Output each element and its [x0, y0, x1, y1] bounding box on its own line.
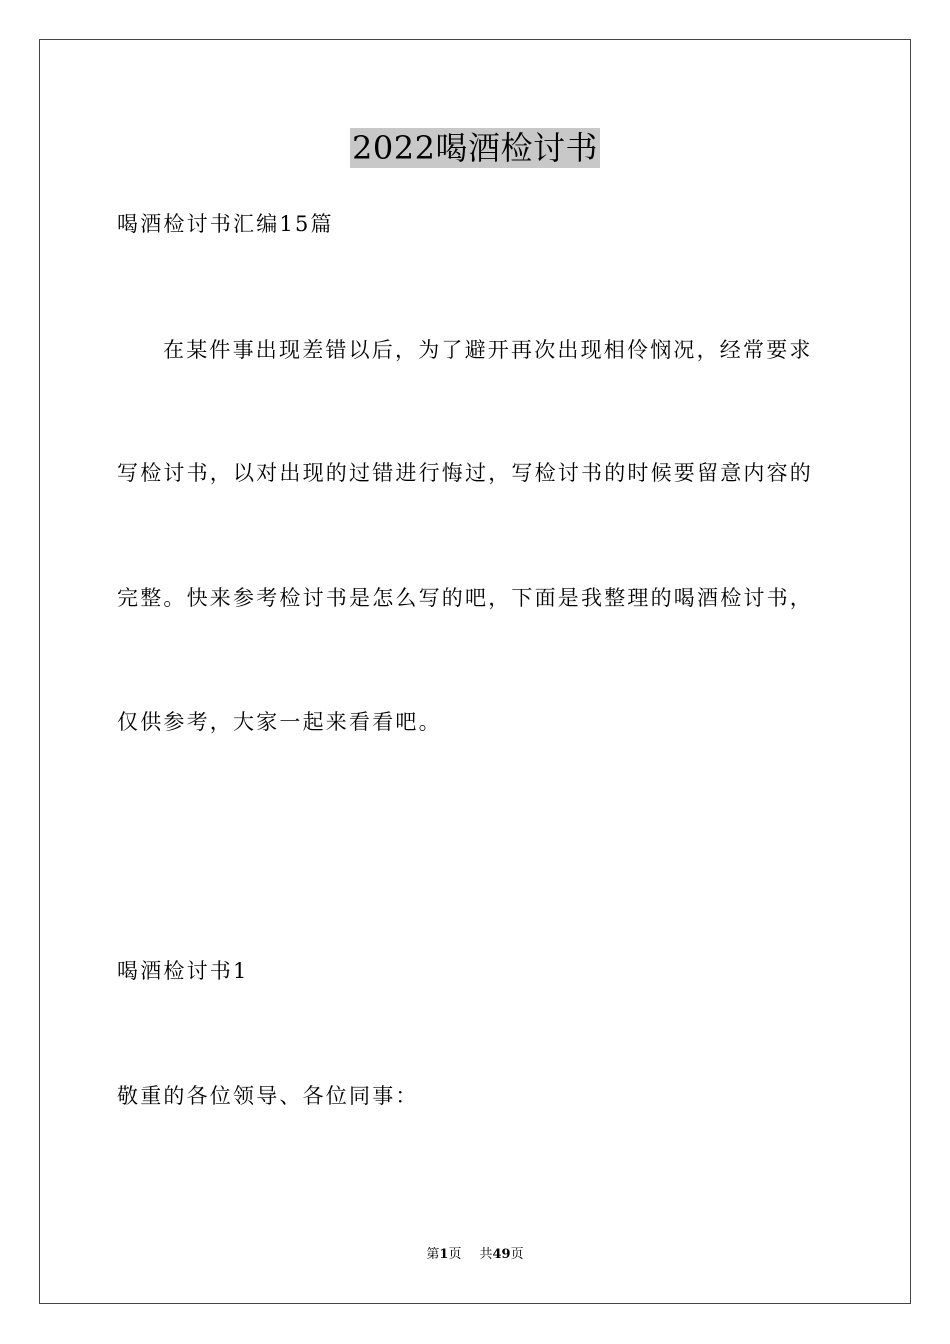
intro-line-3: 完整。快来参考检讨书是怎么写的吧，下面是我整理的喝酒检讨书，: [117, 586, 813, 610]
page-number: 1: [439, 1247, 449, 1262]
section-heading: 喝酒检讨书1: [117, 959, 249, 983]
total-suffix: 页: [510, 1247, 524, 1262]
intro-line-2: 写检讨书，以对出现的过错进行悔过，写检讨书的时候要留意内容的: [117, 461, 813, 485]
salutation: 敬重的各位领导、各位同事：: [117, 1084, 419, 1108]
total-pages: 49: [492, 1247, 511, 1262]
intro-line-1: 在某件事出现差错以后，为了避开再次出现相伶悯况，经常要求: [163, 338, 813, 362]
page-prefix: 第: [426, 1247, 440, 1262]
page-suffix: 页: [448, 1247, 462, 1262]
total-prefix: 共: [479, 1247, 493, 1262]
title-container: [0, 128, 950, 168]
intro-line-4: 仅供参考，大家一起来看看吧。: [117, 710, 442, 734]
document-subtitle: 喝酒检讨书汇编15篇: [117, 212, 334, 236]
page-footer: [0, 1246, 950, 1264]
document-title: 2022喝酒检讨书: [352, 129, 598, 167]
